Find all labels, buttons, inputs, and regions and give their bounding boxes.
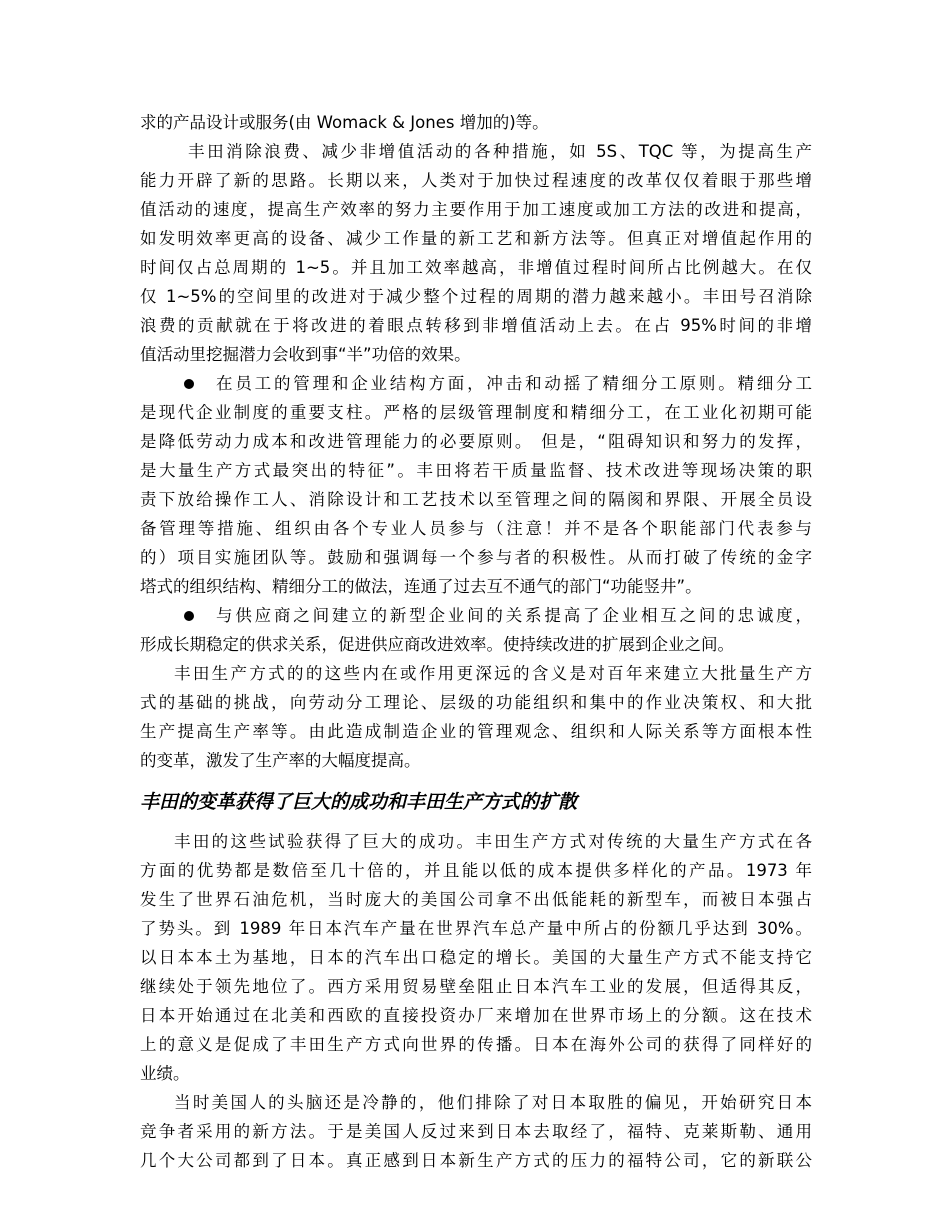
text-line: 以日本本土为基地，日本的汽车出口稳定的增长。美国的大量生产方式不能支持它 bbox=[140, 948, 812, 967]
text-line: 了势头。到 1989 年日本汽车产量在世界汽车总产量中所占的份额几乎达到 30%。 bbox=[140, 919, 812, 938]
text-line: 是大量生产方式最突出的特征”。丰田将若干质量监督、技术改进等现场决策的职 bbox=[140, 461, 812, 480]
text-line: 责下放给操作工人、消除设计和工艺技术以至管理之间的隔阂和界限、开展全员设 bbox=[140, 490, 812, 509]
paragraph-deeper-meaning bbox=[140, 659, 812, 775]
text-line: 几个大公司都到了日本。真正感到日本新生产方式的压力的福特公司，它的新联公 bbox=[140, 1151, 812, 1170]
paragraph-continued bbox=[140, 108, 812, 137]
text-line: 是现代企业制度的重要支柱。严格的层级管理制度和精细分工，在工业化初期可能 bbox=[140, 403, 812, 422]
document-page bbox=[140, 108, 812, 1175]
text-line: 竞争者采用的新方法。于是美国人反过来到日本去取经了，福特、克莱斯勒、通用 bbox=[140, 1122, 812, 1141]
text-line: 丰田生产方式的的这些内在或作用更深远的含义是对百年来建立大批量生产方 bbox=[174, 664, 812, 683]
paragraph-success bbox=[140, 827, 812, 1088]
bullet-icon bbox=[184, 611, 194, 621]
text-line: 业绩。 bbox=[140, 1064, 190, 1083]
text-line: 式的基础的挑战，向劳动分工理论、层级的功能组织和集中的作业决策权、和大批 bbox=[140, 693, 812, 712]
text-line: 丰田的这些试验获得了巨大的成功。丰田生产方式对传统的大量生产方式在各 bbox=[174, 832, 812, 851]
text-line: 生产提高生产率等。由此造成制造企业的管理观念、组织和人际关系等方面根本性 bbox=[140, 722, 812, 741]
bullet-line bbox=[140, 369, 812, 398]
text-line: 如发明效率更高的设备、减少工作量的新工艺和新方法等。但真正对增值起作用的 bbox=[140, 229, 812, 248]
paragraph-american-response bbox=[140, 1088, 812, 1175]
text-line: 日本开始通过在北美和西欧的直接投资办厂来增加在世界市场上的分额。这在技术 bbox=[140, 1006, 812, 1025]
text-line: 在员工的管理和企业结构方面，冲击和动摇了精细分工原则。精细分工 bbox=[216, 374, 812, 393]
text-line: 值活动的速度，提高生产效率的努力主要作用于加工速度或加工方法的改进和提高， bbox=[140, 200, 812, 219]
paragraph-waste-elimination bbox=[140, 137, 812, 369]
bullet-icon bbox=[184, 379, 194, 389]
text-line: 时间仅占总周期的 1~5。并且加工效率越高，非增值过程时间所占比例越大。在仅 bbox=[140, 258, 812, 277]
bullet-item-supplier-relations bbox=[140, 601, 812, 659]
text-line: 丰田消除浪费、减少非增值活动的各种措施，如 5S、TQC 等，为提高生产 bbox=[188, 142, 812, 161]
text-line: 值活动里挖掘潜力会收到事“半”功倍的效果。 bbox=[140, 345, 471, 364]
text-line: 塔式的组织结构、精细分工的做法，连通了过去互不通气的部门“功能竖井”。 bbox=[140, 577, 702, 596]
text-line: 备管理等措施、组织由各个专业人员参与（注意！并不是各个职能部门代表参与 bbox=[140, 519, 812, 538]
text-line: 能力开辟了新的思路。长期以来，人类对于加快过程速度的改革仅仅着眼于那些增 bbox=[140, 171, 812, 190]
text-line: 形成长期稳定的供求关系，促进供应商改进效率。使持续改进的扩展到企业之间。 bbox=[140, 635, 734, 654]
bullet-item-employee-management bbox=[140, 369, 812, 601]
text-line: 仅 1~5%的空间里的改进对于减少整个过程的周期的潜力越来越小。丰田号召消除 bbox=[140, 287, 812, 306]
text-line: 发生了世界石油危机，当时庞大的美国公司拿不出低能耗的新型车，而被日本强占 bbox=[140, 890, 812, 909]
text-line: 是降低劳动力成本和改进管理能力的必要原则。 但是，“阻碍知识和努力的发挥， bbox=[140, 432, 812, 451]
text-line: 方面的优势都是数倍至几十倍的，并且能以低的成本提供多样化的产品。1973 年 bbox=[140, 861, 812, 880]
text-line: 的）项目实施团队等。鼓励和强调每一个参与者的积极性。从而打破了传统的金字 bbox=[140, 548, 812, 567]
text-line: 的变革，激发了生产率的大幅度提高。 bbox=[140, 751, 421, 770]
text-line: 继续处于领先地位了。西方采用贸易壁垒阻止日本汽车工业的发展，但适得其反， bbox=[140, 977, 812, 996]
text-line: 求的产品设计或服务(由 Womack & Jones 增加的)等。 bbox=[140, 113, 549, 132]
bullet-line bbox=[140, 601, 812, 630]
text-line: 浪费的贡献就在于将改进的着眼点转移到非增值活动上去。在占 95%时间的非增 bbox=[140, 316, 812, 335]
text-line: 与供应商之间建立的新型企业间的关系提高了企业相互之间的忠诚度， bbox=[216, 606, 812, 625]
text-line: 上的意义是促成了丰田生产方式向世界的传播。日本在海外公司的获得了同样好的 bbox=[140, 1035, 812, 1054]
section-heading: 丰田的变革获得了巨大的成功和丰田生产方式的扩散 bbox=[140, 791, 578, 813]
text-line: 当时美国人的头脑还是冷静的，他们排除了对日本取胜的偏见，开始研究日本 bbox=[174, 1093, 812, 1112]
